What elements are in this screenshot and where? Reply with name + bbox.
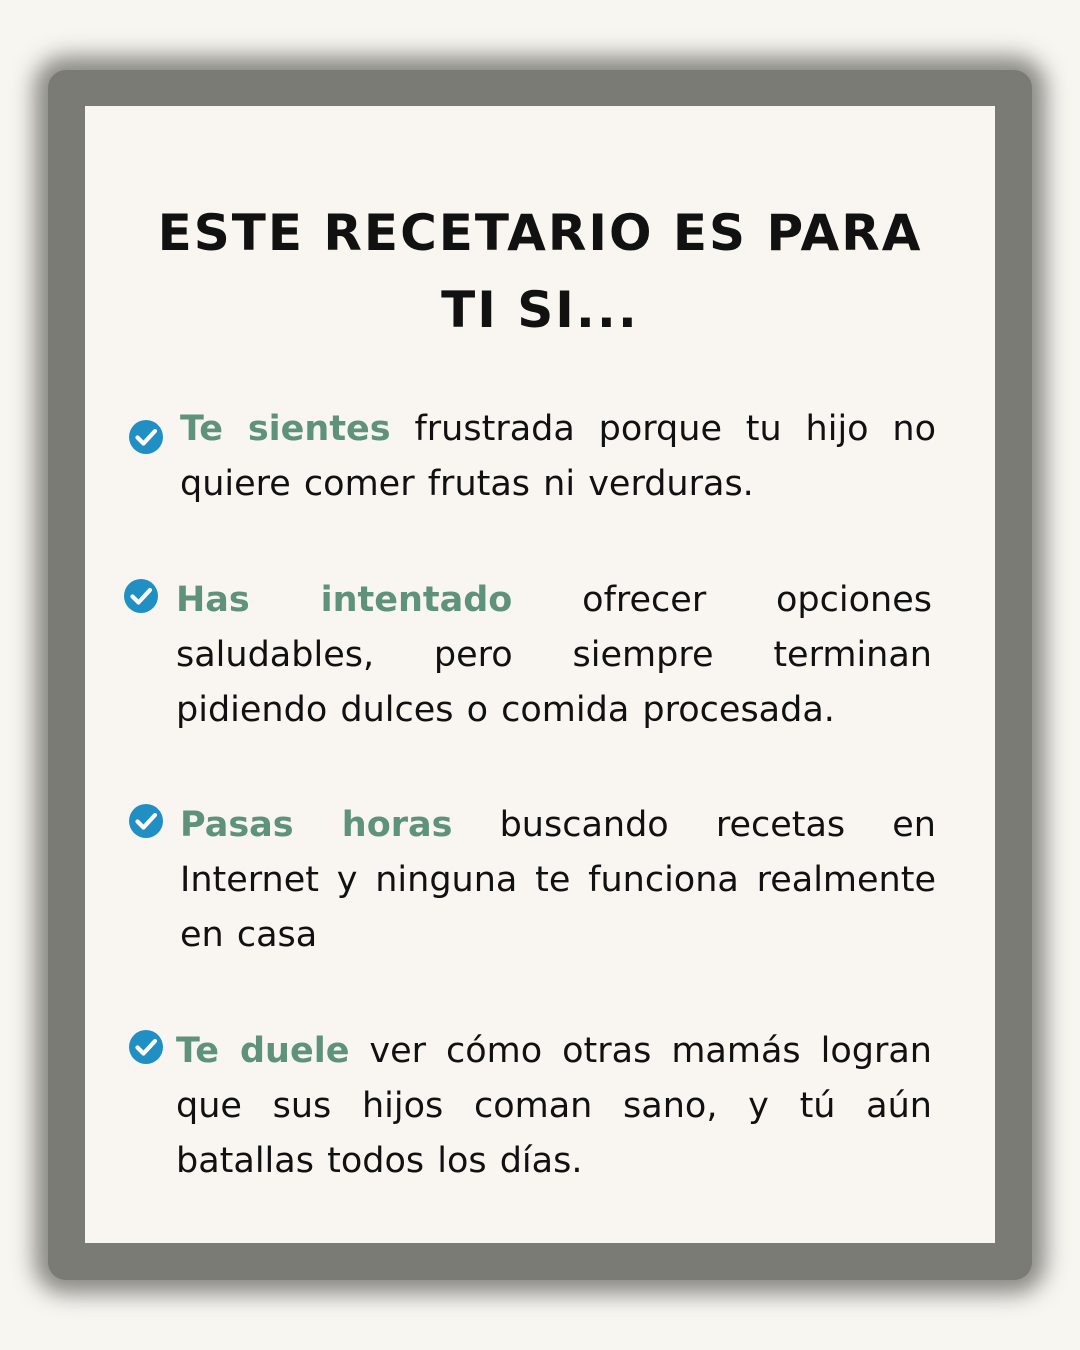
list-item-2 — [176, 573, 932, 738]
item-1-text: frustrada porque tu hijo no quiere comer frutas ni verduras. — [180, 409, 936, 504]
title-line-1: ESTE RECETARIO ES PARA — [157, 204, 923, 262]
check-circle-icon — [123, 578, 159, 614]
list-item-3 — [180, 798, 936, 963]
list-item-1 — [180, 402, 936, 512]
item-4-text: ver cómo otras mamás logran que sus hijos coman sano, y tú aún batallas todos los días. — [176, 1031, 932, 1181]
check-circle-icon — [128, 803, 164, 839]
item-2-text: ofrecer opciones saludables, pero siempre terminan pidiendo dulces o comida procesada. — [176, 580, 932, 730]
check-circle-icon — [128, 419, 164, 455]
title-line-2: TI SI... — [441, 281, 639, 339]
item-4-highlight: Te duele — [176, 1031, 350, 1071]
item-3-text: buscando recetas en Internet y ninguna te funciona realmente en casa — [180, 805, 936, 955]
page-title — [0, 195, 1080, 349]
item-1-highlight: Te sientes — [180, 409, 391, 449]
list-item-4 — [176, 1024, 932, 1189]
item-2-highlight: Has intentado — [176, 580, 513, 620]
item-3-highlight: Pasas horas — [180, 805, 453, 845]
check-circle-icon — [128, 1029, 164, 1065]
